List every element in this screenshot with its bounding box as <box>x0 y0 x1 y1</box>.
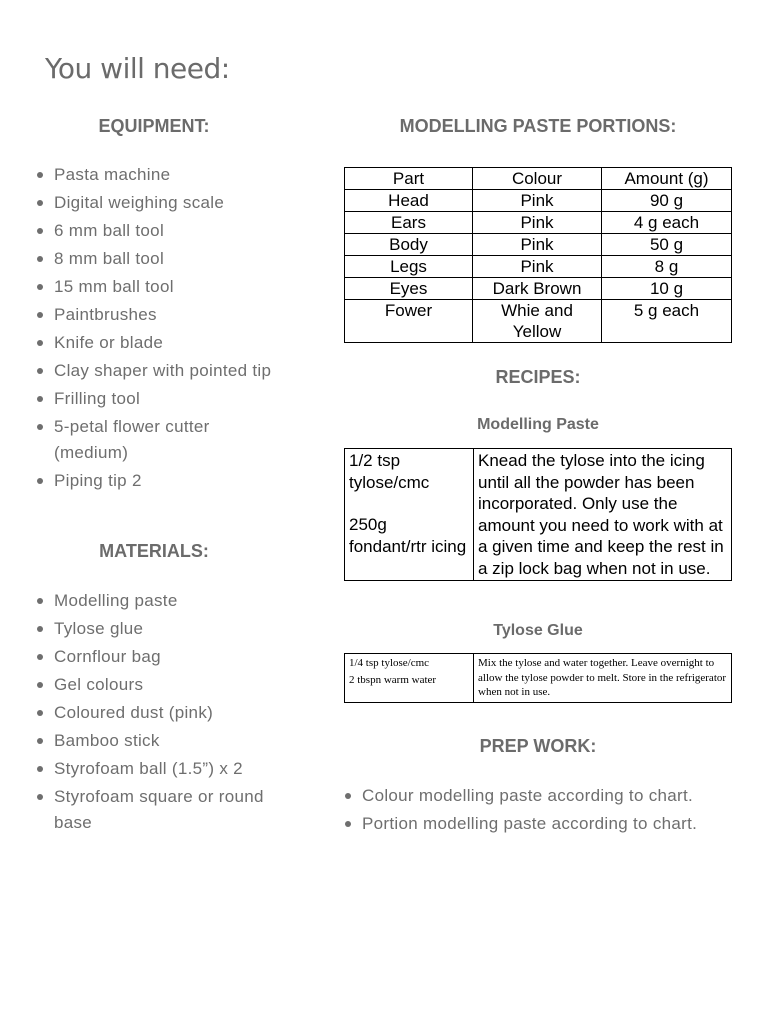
materials-heading: MATERIALS: <box>99 541 209 561</box>
list-item: Bamboo stick <box>36 728 281 754</box>
list-item: Modelling paste <box>36 588 281 614</box>
list-item: Paintbrushes <box>36 302 281 328</box>
ingredient: 250g fondant/rtr icing <box>349 515 467 556</box>
column-header: Part <box>345 168 473 190</box>
table-row <box>345 256 732 278</box>
table-cell: Eyes <box>345 278 473 300</box>
list-item: Frilling tool <box>36 386 281 412</box>
method-cell: Knead the tylose into the icing until all the powder has been incorporated. Only use the amount you need to work with at a given time and keep the rest in a zip lock bag when not in use. <box>474 449 732 581</box>
table-cell: Pink <box>473 234 602 256</box>
list-item: Digital weighing scale <box>36 190 281 216</box>
table-cell: Legs <box>345 256 473 278</box>
list-item: 8 mm ball tool <box>36 246 281 272</box>
ingredient: 1/4 tsp tylose/cmc <box>349 657 430 669</box>
list-item: Styrofoam ball (1.5”) x 2 <box>36 756 281 782</box>
table-cell: 10 g <box>602 278 732 300</box>
method-cell: Mix the tylose and water together. Leave overnight to allow the tylose powder to melt. Store in the refrigerator when not in use. <box>474 654 732 703</box>
list-item: Colour modelling paste according to chart. <box>344 783 744 809</box>
equipment-heading: EQUIPMENT: <box>98 116 210 136</box>
table-row <box>345 654 732 703</box>
prep-work-heading: PREP WORK: <box>479 736 597 756</box>
ingredients-cell <box>345 449 474 581</box>
list-item: 15 mm ball tool <box>36 274 281 300</box>
tylose-glue-title: Tylose Glue <box>493 622 583 639</box>
recipes-heading: RECIPES: <box>495 367 581 387</box>
table-cell: Fower <box>345 300 473 343</box>
ingredient: 2 tbspn warm water <box>349 673 437 686</box>
table-header-row <box>345 168 732 190</box>
table-cell: Body <box>345 234 473 256</box>
list-item: Pasta machine <box>36 162 281 188</box>
table-cell: 8 g <box>602 256 732 278</box>
table-row <box>345 300 732 343</box>
table-row <box>345 449 732 581</box>
table-cell: Pink <box>473 190 602 212</box>
prep-work-list <box>344 783 744 839</box>
table-row <box>345 190 732 212</box>
list-item: 5-petal flower cutter (medium) <box>36 414 281 466</box>
portions-table <box>344 167 732 343</box>
list-item: Knife or blade <box>36 330 281 356</box>
list-item: Styrofoam square or round base <box>36 784 281 836</box>
materials-list <box>36 588 281 838</box>
list-item: Piping tip 2 <box>36 468 281 494</box>
list-item: Clay shaper with pointed tip <box>36 358 281 384</box>
table-row <box>345 212 732 234</box>
list-item: Tylose glue <box>36 616 281 642</box>
ingredient: 1/2 tsp tylose/cmc <box>349 451 430 492</box>
ingredients-cell <box>345 654 474 703</box>
equipment-list <box>36 162 281 496</box>
table-cell: Pink <box>473 212 602 234</box>
list-item: Gel colours <box>36 672 281 698</box>
table-row <box>345 278 732 300</box>
modelling-paste-recipe-table <box>344 448 732 581</box>
page-title: You will need: <box>45 52 230 85</box>
modelling-paste-title: Modelling Paste <box>477 416 599 433</box>
table-cell: 50 g <box>602 234 732 256</box>
table-cell: 4 g each <box>602 212 732 234</box>
column-header: Colour <box>473 168 602 190</box>
tylose-glue-recipe-table <box>344 653 732 703</box>
list-item: Cornflour bag <box>36 644 281 670</box>
table-cell: Dark Brown <box>473 278 602 300</box>
table-cell: 90 g <box>602 190 732 212</box>
list-item: Portion modelling paste according to chart. <box>344 811 744 837</box>
table-cell: Whie and Yellow <box>473 300 602 343</box>
column-header: Amount (g) <box>602 168 732 190</box>
list-item: 6 mm ball tool <box>36 218 281 244</box>
table-cell: Pink <box>473 256 602 278</box>
table-row <box>345 234 732 256</box>
table-cell: 5 g each <box>602 300 732 343</box>
table-cell: Head <box>345 190 473 212</box>
portions-heading: MODELLING PASTE PORTIONS: <box>399 116 677 136</box>
table-cell: Ears <box>345 212 473 234</box>
list-item: Coloured dust (pink) <box>36 700 281 726</box>
